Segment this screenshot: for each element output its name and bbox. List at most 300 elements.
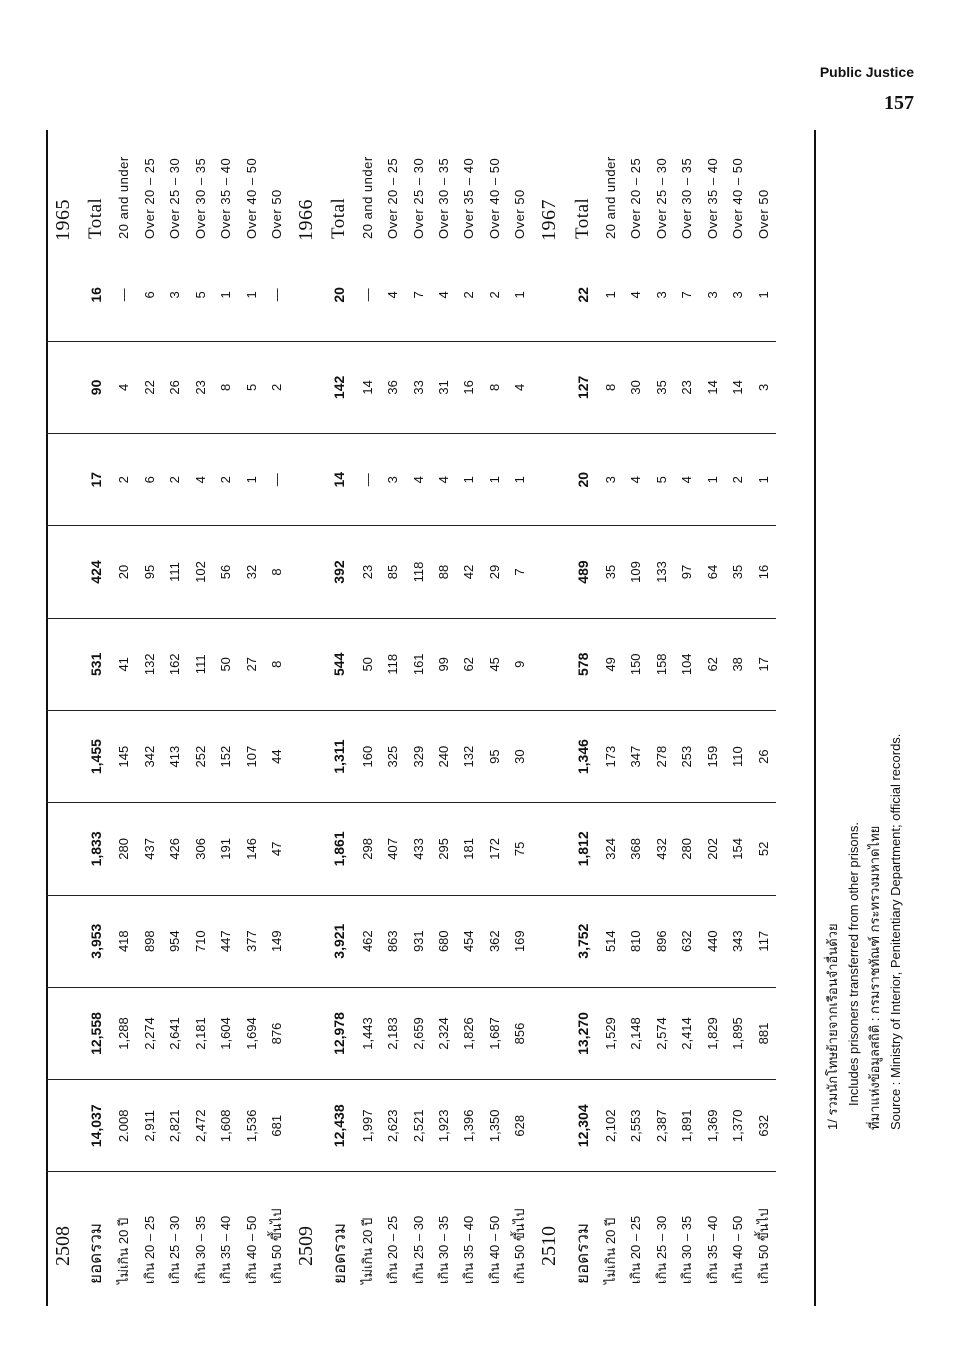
empty-cell	[289, 434, 324, 526]
total-label-english: Total	[571, 197, 593, 239]
table-cell: 377	[238, 895, 263, 987]
total-cell: 1,311	[324, 710, 355, 802]
empty-cell	[46, 710, 81, 802]
empty-cell	[46, 1080, 81, 1172]
table-cell: 1,396	[456, 1080, 481, 1172]
row-label-english: Over 20 – 25	[141, 157, 157, 239]
table-cell: 632	[750, 1080, 776, 1172]
table-cell: 4	[111, 341, 136, 433]
table-cell: 1,529	[598, 987, 623, 1079]
table-cell: 7	[405, 249, 430, 341]
row-label-english: Over 20 – 25	[385, 157, 401, 239]
table-cell: 64	[700, 526, 725, 618]
table-cell: 2,521	[405, 1080, 430, 1172]
table-cell: 2,148	[623, 987, 648, 1079]
row-label-thai: ไม่เกิน 20 ปี	[359, 1217, 375, 1284]
table-cell: 150	[623, 618, 648, 710]
total-cell: 578	[567, 618, 598, 710]
table-cell: 14	[354, 341, 379, 433]
table-cell: 132	[456, 710, 481, 802]
table-row	[456, 120, 481, 1290]
table-cell: 1	[213, 249, 238, 341]
total-cell: 20	[324, 249, 355, 341]
table-cell: 23	[188, 341, 213, 433]
table-cell: 343	[725, 895, 750, 987]
empty-cell	[533, 1080, 568, 1172]
row-label-thai: ไม่เกิน 20 ปี	[116, 1217, 132, 1284]
table-cell: 1	[238, 249, 263, 341]
table-cell: 1,536	[238, 1080, 263, 1172]
table-cell: 118	[380, 618, 405, 710]
year-heading-row	[533, 120, 568, 1290]
table-cell: 2,574	[649, 987, 674, 1079]
table-cell: 36	[380, 341, 405, 433]
empty-cell	[533, 434, 568, 526]
total-cell: 12,304	[567, 1080, 598, 1172]
row-label-english: Over 35 – 40	[218, 157, 234, 239]
footnote-thai: 1/ รวมนักโทษย้ายจากเรือนจำอื่นด้วย	[825, 923, 840, 1130]
table-cell: 1,829	[700, 987, 725, 1079]
total-cell: 3,953	[81, 895, 112, 987]
empty-cell	[289, 710, 324, 802]
table-cell: 8	[213, 341, 238, 433]
total-cell: 12,558	[81, 987, 112, 1079]
table-cell: 85	[380, 526, 405, 618]
table-row	[598, 120, 623, 1290]
table-cell: 1,608	[213, 1080, 238, 1172]
row-label-english: 20 and under	[359, 156, 375, 239]
table-cell: 5	[188, 249, 213, 341]
total-cell: 17	[81, 434, 112, 526]
table-cell: 118	[405, 526, 430, 618]
table-cell: 95	[137, 526, 162, 618]
empty-cell	[46, 249, 81, 341]
table-cell: 102	[188, 526, 213, 618]
row-label-english: Over 20 – 25	[628, 157, 644, 239]
table-cell: 1	[750, 249, 776, 341]
empty-cell	[46, 434, 81, 526]
table-cell: 6	[137, 249, 162, 341]
table-cell: 863	[380, 895, 405, 987]
table-cell: 433	[405, 803, 430, 895]
year-heading-row	[289, 120, 324, 1290]
table-cell: 426	[162, 803, 187, 895]
table-cell: 3	[162, 249, 187, 341]
table-row	[674, 120, 699, 1290]
table-cell: 1,694	[238, 987, 263, 1079]
total-cell: 22	[567, 249, 598, 341]
empty-cell	[533, 895, 568, 987]
table-cell: 5	[238, 341, 263, 433]
table-cell: 240	[431, 710, 456, 802]
table-row	[380, 120, 405, 1290]
table-cell: 1,369	[700, 1080, 725, 1172]
total-cell: 1,346	[567, 710, 598, 802]
total-label-english: Total	[84, 197, 106, 239]
row-label-thai: เกิน 50 ขึ้นไป	[755, 1208, 771, 1284]
total-row	[567, 120, 598, 1290]
table-cell: 280	[111, 803, 136, 895]
row-label-english: Over 50	[269, 189, 285, 239]
table-cell: 154	[725, 803, 750, 895]
row-label-thai: เกิน 35 – 40	[461, 1215, 477, 1284]
table-cell: 35	[725, 526, 750, 618]
table-cell: 342	[137, 710, 162, 802]
table-cell: 17	[750, 618, 776, 710]
table-row	[238, 120, 263, 1290]
table-cell: 2,102	[598, 1080, 623, 1172]
table-cell: 16	[750, 526, 776, 618]
table-cell: 1	[456, 434, 481, 526]
table-cell: 3	[750, 341, 776, 433]
table-cell: 47	[264, 803, 289, 895]
table-cell: 856	[507, 987, 532, 1079]
thai-year: 2510	[538, 1226, 561, 1266]
table-row	[188, 120, 213, 1290]
empty-cell	[46, 526, 81, 618]
total-label-thai: ยอดรวม	[86, 1222, 106, 1284]
table-cell: 45	[482, 618, 507, 710]
running-header-title: Public Justice	[819, 64, 914, 80]
table-cell: 2,183	[380, 987, 405, 1079]
statistics-table	[46, 120, 776, 1290]
table-cell: 14	[725, 341, 750, 433]
table-cell: 329	[405, 710, 430, 802]
row-label-english: Over 35 – 40	[461, 157, 477, 239]
row-label-thai: เกิน 35 – 40	[704, 1215, 720, 1284]
table-cell: 4	[623, 249, 648, 341]
table-cell: 2,324	[431, 987, 456, 1079]
table-cell: 347	[623, 710, 648, 802]
table-cell: 295	[431, 803, 456, 895]
table-cell: 514	[598, 895, 623, 987]
table-cell: 2	[456, 249, 481, 341]
table-cell: —	[354, 434, 379, 526]
table-cell: 4	[380, 249, 405, 341]
row-label-thai: เกิน 20 – 25	[628, 1215, 644, 1284]
row-label-thai: เกิน 30 – 35	[192, 1215, 208, 1284]
english-year: 1967	[538, 198, 561, 241]
row-label-english: Over 25 – 30	[410, 157, 426, 239]
table-cell: 3	[700, 249, 725, 341]
empty-cell	[289, 1080, 324, 1172]
table-cell: 181	[456, 803, 481, 895]
table-cell: 2	[213, 434, 238, 526]
table-cell: 159	[700, 710, 725, 802]
table-cell: 29	[482, 526, 507, 618]
table-cell: 432	[649, 803, 674, 895]
total-row	[324, 120, 355, 1290]
table-cell: 1,604	[213, 987, 238, 1079]
table-cell: 1,891	[674, 1080, 699, 1172]
table-cell: 3	[598, 434, 623, 526]
total-row	[81, 120, 112, 1290]
total-cell: 1,833	[81, 803, 112, 895]
table-cell: 7	[674, 249, 699, 341]
row-label-thai: ไม่เกิน 20 ปี	[602, 1217, 618, 1284]
table-cell: 133	[649, 526, 674, 618]
row-label-english: Over 30 – 35	[679, 157, 695, 239]
table-cell: 680	[431, 895, 456, 987]
table-row	[431, 120, 456, 1290]
row-label-english: Over 40 – 50	[243, 157, 259, 239]
table-cell: 447	[213, 895, 238, 987]
table-cell: 710	[188, 895, 213, 987]
english-year: 1966	[295, 198, 318, 241]
row-label-english: Over 25 – 30	[167, 157, 183, 239]
table-cell: 109	[623, 526, 648, 618]
total-cell: 12,438	[324, 1080, 355, 1172]
table-cell: 2	[162, 434, 187, 526]
table-cell: 8	[482, 341, 507, 433]
table-cell: 1	[507, 434, 532, 526]
table-cell: 2,181	[188, 987, 213, 1079]
table-cell: 628	[507, 1080, 532, 1172]
table-cell: 32	[238, 526, 263, 618]
table-cell: 632	[674, 895, 699, 987]
table-cell: 152	[213, 710, 238, 802]
row-label-thai: เกิน 50 ขึ้นไป	[512, 1208, 528, 1284]
table-cell: 132	[137, 618, 162, 710]
table-cell: 173	[598, 710, 623, 802]
row-label-thai: เกิน 25 – 30	[653, 1215, 669, 1284]
table-cell: 1	[750, 434, 776, 526]
table-cell: 1	[507, 249, 532, 341]
total-cell: 392	[324, 526, 355, 618]
table-cell: 26	[750, 710, 776, 802]
table-cell: 75	[507, 803, 532, 895]
table-cell: 88	[431, 526, 456, 618]
row-label-english: Over 30 – 35	[192, 157, 208, 239]
row-label-thai: เกิน 40 – 50	[730, 1215, 746, 1284]
table-row	[750, 120, 776, 1290]
empty-cell	[46, 341, 81, 433]
table-cell: 38	[725, 618, 750, 710]
table-cell: —	[111, 249, 136, 341]
empty-cell	[289, 987, 324, 1079]
table-cell: 44	[264, 710, 289, 802]
table-cell: 324	[598, 803, 623, 895]
table-cell: 149	[264, 895, 289, 987]
table-cell: 41	[111, 618, 136, 710]
table-cell: 42	[456, 526, 481, 618]
table-cell: 99	[431, 618, 456, 710]
table-cell: 1,687	[482, 987, 507, 1079]
table-cell: 298	[354, 803, 379, 895]
table-cell: 1	[482, 434, 507, 526]
table-cell: 440	[700, 895, 725, 987]
total-label-thai: ยอดรวม	[329, 1222, 349, 1284]
table-cell: 462	[354, 895, 379, 987]
empty-cell	[46, 895, 81, 987]
table-cell: 4	[188, 434, 213, 526]
table-cell: 7	[507, 526, 532, 618]
table-row	[623, 120, 648, 1290]
empty-cell	[289, 895, 324, 987]
total-label-thai: ยอดรวม	[573, 1222, 592, 1284]
source-english: Source : Ministry of Interior, Penitentiary Department; official records.	[888, 733, 903, 1130]
table-cell: 23	[674, 341, 699, 433]
table-cell: 810	[623, 895, 648, 987]
row-label-english: Over 35 – 40	[704, 157, 720, 239]
table-cell: 9	[507, 618, 532, 710]
table-cell: 418	[111, 895, 136, 987]
table-cell: 169	[507, 895, 532, 987]
empty-cell	[46, 803, 81, 895]
table-cell: 50	[213, 618, 238, 710]
table-cell: 49	[598, 618, 623, 710]
table-cell: 2	[111, 434, 136, 526]
table-cell: 2,553	[623, 1080, 648, 1172]
table-cell: 2,414	[674, 987, 699, 1079]
table-cell: 1	[598, 249, 623, 341]
table-cell: 16	[456, 341, 481, 433]
row-label-thai: เกิน 25 – 30	[167, 1215, 183, 1284]
row-label-english: Over 50	[512, 189, 528, 239]
total-cell: 489	[567, 526, 598, 618]
table-row	[700, 120, 725, 1290]
row-label-thai: เกิน 25 – 30	[410, 1215, 426, 1284]
empty-cell	[289, 618, 324, 710]
row-label-english: Over 50	[755, 189, 771, 239]
thai-year: 2509	[295, 1226, 318, 1266]
table-cell: 202	[700, 803, 725, 895]
table-cell: 2,659	[405, 987, 430, 1079]
table-cell: 3	[380, 434, 405, 526]
row-label-thai: เกิน 40 – 50	[243, 1215, 259, 1284]
row-label-thai: เกิน 20 – 25	[141, 1215, 157, 1284]
table-cell: 4	[507, 341, 532, 433]
empty-cell	[289, 803, 324, 895]
table-cell: 2	[725, 434, 750, 526]
table-cell: 5	[649, 434, 674, 526]
total-label-english: Total	[328, 197, 350, 239]
table-cell: 6	[137, 434, 162, 526]
table-cell: 2.008	[111, 1080, 136, 1172]
table-cell: 23	[354, 526, 379, 618]
table-cell: 162	[162, 618, 187, 710]
table-cell: 280	[674, 803, 699, 895]
table-cell: —	[264, 249, 289, 341]
total-cell: 20	[567, 434, 598, 526]
table-cell: 1,826	[456, 987, 481, 1079]
table-cell: 1	[700, 434, 725, 526]
empty-cell	[289, 249, 324, 341]
total-cell: 3,752	[567, 895, 598, 987]
source-thai: ที่มาแห่งข้อมูลสถิติ : กรมราชทัณฑ์ กระทรวงมหาดไทย	[867, 825, 882, 1130]
table-cell: 407	[380, 803, 405, 895]
table-cell: 4	[405, 434, 430, 526]
row-label-english: Over 30 – 35	[436, 157, 452, 239]
table-cell: 3	[725, 249, 750, 341]
table-row	[111, 120, 136, 1290]
total-cell: 142	[324, 341, 355, 433]
row-label-english: 20 and under	[602, 156, 618, 239]
table-cell: 1,997	[354, 1080, 379, 1172]
table-row	[162, 120, 187, 1290]
table-row	[725, 120, 750, 1290]
table-cell: 2,821	[162, 1080, 187, 1172]
table-cell: 111	[188, 618, 213, 710]
table-cell: 2,274	[137, 987, 162, 1079]
table-cell: 110	[725, 710, 750, 802]
table-cell: 104	[674, 618, 699, 710]
table-cell: 253	[674, 710, 699, 802]
total-cell: 424	[81, 526, 112, 618]
table-cell: 413	[162, 710, 187, 802]
table-cell: 160	[354, 710, 379, 802]
table-cell: 1,895	[725, 987, 750, 1079]
total-cell: 90	[81, 341, 112, 433]
table-cell: —	[354, 249, 379, 341]
table-cell: 1,288	[111, 987, 136, 1079]
row-label-thai: เกิน 50 ขึ้นไป	[269, 1208, 285, 1284]
total-cell: 127	[567, 341, 598, 433]
table-cell: 2	[264, 341, 289, 433]
table-cell: 8	[264, 618, 289, 710]
table-cell: 20	[111, 526, 136, 618]
table-cell: 22	[137, 341, 162, 433]
table-cell: 1,923	[431, 1080, 456, 1172]
table-cell: 117	[750, 895, 776, 987]
table-cell: 26	[162, 341, 187, 433]
row-label-thai: เกิน 40 – 50	[486, 1215, 502, 1284]
total-cell: 531	[81, 618, 112, 710]
table-cell: 50	[354, 618, 379, 710]
total-cell: 1,455	[81, 710, 112, 802]
table-cell: 454	[456, 895, 481, 987]
table-cell: 3	[649, 249, 674, 341]
empty-cell	[533, 803, 568, 895]
table-cell: 14	[700, 341, 725, 433]
footnote-english: Includes prisoners transferred from other prisons.	[846, 822, 861, 1106]
table-row	[482, 120, 507, 1290]
table-cell: 898	[137, 895, 162, 987]
table-cell: 111	[162, 526, 187, 618]
table-cell: 681	[264, 1080, 289, 1172]
empty-cell	[533, 710, 568, 802]
total-cell: 12,978	[324, 987, 355, 1079]
row-label-thai: เกิน 35 – 40	[218, 1215, 234, 1284]
table-cell: 161	[405, 618, 430, 710]
table-cell: 931	[405, 895, 430, 987]
table-cell: 1,370	[725, 1080, 750, 1172]
table-cell: 52	[750, 803, 776, 895]
table-cell: 145	[111, 710, 136, 802]
table-cell: 2,472	[188, 1080, 213, 1172]
table-cell: 2,911	[137, 1080, 162, 1172]
table-cell: 362	[482, 895, 507, 987]
table-row	[354, 120, 379, 1290]
table-cell: —	[264, 434, 289, 526]
table-row	[507, 120, 532, 1290]
empty-cell	[46, 618, 81, 710]
table-cell: 954	[162, 895, 187, 987]
table-cell: 62	[700, 618, 725, 710]
table-cell: 2,387	[649, 1080, 674, 1172]
row-label-english: Over 25 – 30	[653, 157, 669, 239]
row-label-english: Over 40 – 50	[486, 157, 502, 239]
page-number: 157	[884, 92, 914, 114]
table-cell: 1,443	[354, 987, 379, 1079]
table-row	[264, 120, 289, 1290]
english-year: 1965	[51, 198, 74, 241]
empty-cell	[289, 526, 324, 618]
table-cell: 97	[674, 526, 699, 618]
thai-year: 2508	[51, 1226, 74, 1266]
table-cell: 30	[507, 710, 532, 802]
empty-cell	[533, 249, 568, 341]
